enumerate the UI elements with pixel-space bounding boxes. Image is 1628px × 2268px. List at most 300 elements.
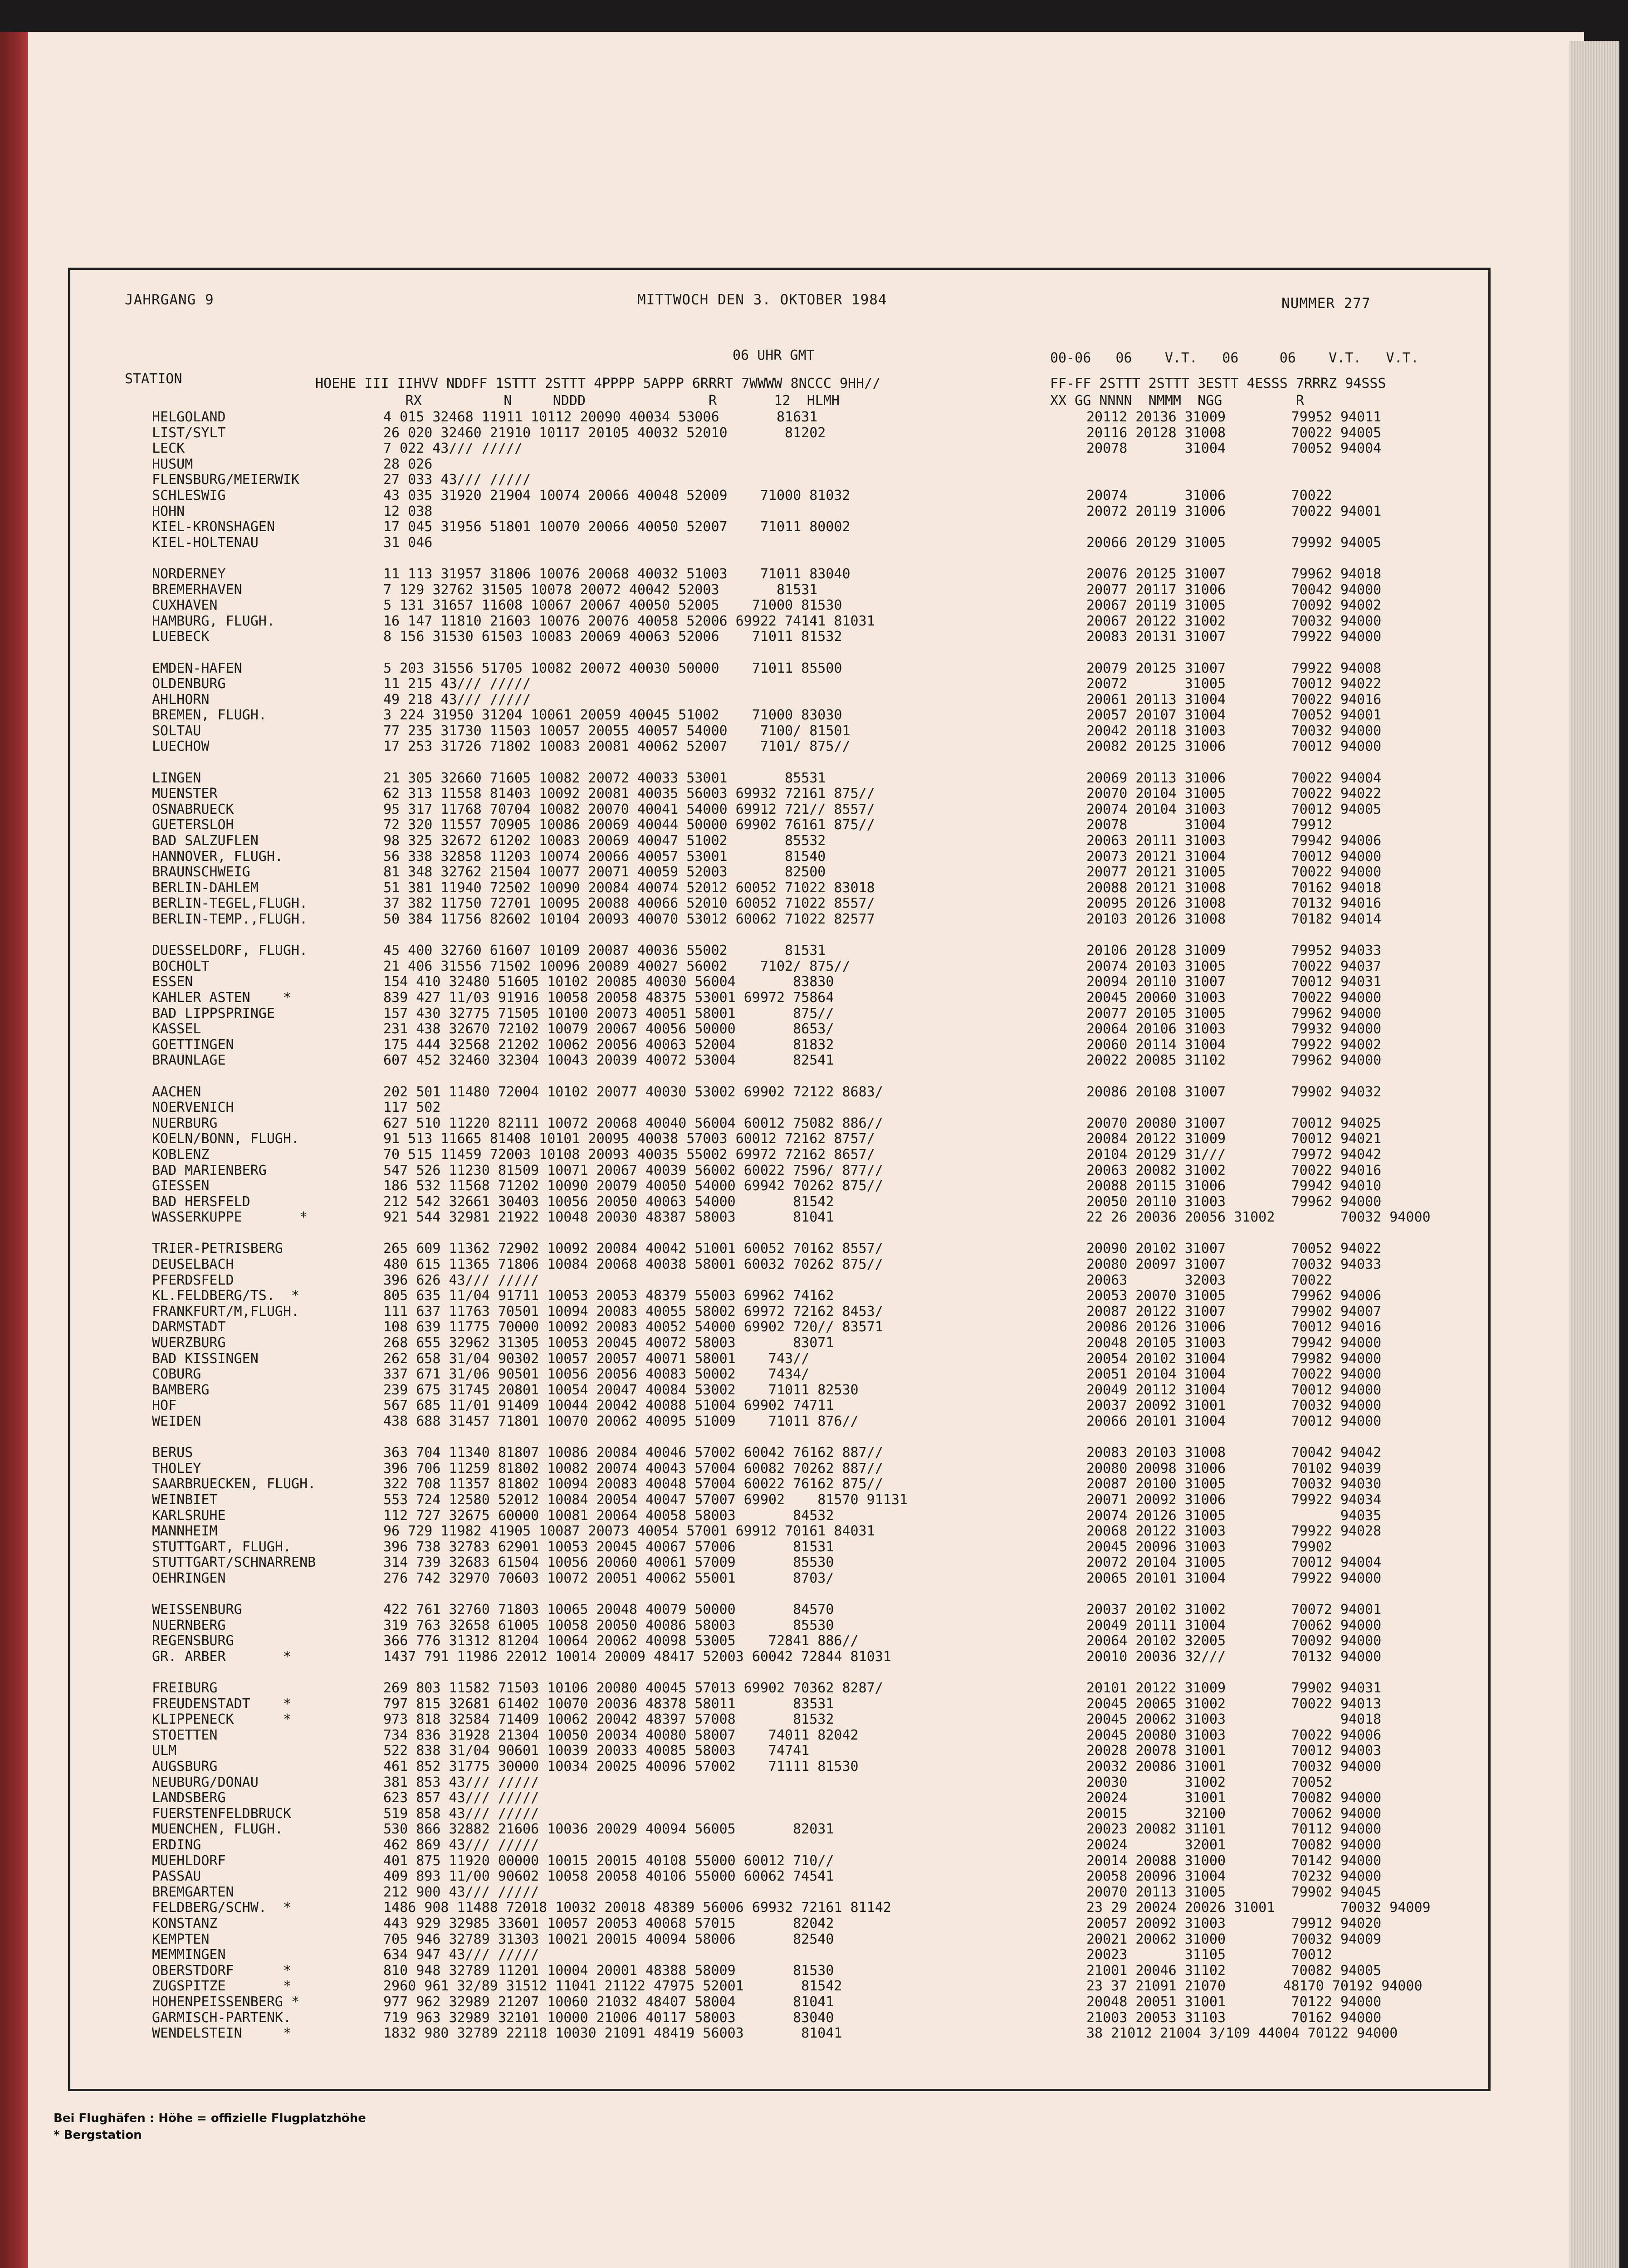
station-data: 839 427 11/03 91916 10058 20058 48375 53001 69972 75864 (383, 989, 834, 1006)
station-extra-data (1086, 1587, 1476, 1603)
station-extra-data: 20073 20121 31004 70012 94000 (1086, 848, 1382, 865)
station-data: 705 946 32789 31303 10021 20015 40094 58006 82540 (383, 1931, 834, 1947)
station-extra-data: 20048 20051 31001 70122 94000 (1086, 1994, 1382, 2010)
right-heading-line-1: FF-FF 2STTT 2STTT 3ESTT 4ESSS 7RRRZ 94SSS (1050, 376, 1386, 391)
station-extra-data: 20088 20115 31006 79942 94010 (1086, 1178, 1382, 1194)
station-data (383, 1430, 1177, 1446)
station-name: BOCHOLT (152, 958, 210, 974)
station-name: BAD HERSFELD (152, 1193, 250, 1210)
station-data: 212 900 43/// ///// (383, 1884, 539, 1900)
station-extra-data: 20050 20110 31003 79962 94000 (1086, 1193, 1382, 1210)
station-data: 49 218 43/// ///// (383, 691, 531, 708)
station-extra-data: 20074 20104 31003 70012 94005 (1086, 801, 1382, 817)
station-extra-data: 20015 32100 70062 94000 (1086, 1805, 1382, 1822)
station-extra-data (1086, 1226, 1476, 1242)
station-name: FELDBERG/SCHW. * (152, 1900, 292, 1916)
station-data: 443 929 32985 33601 10057 20053 40068 57015 82042 (383, 1916, 834, 1931)
station-extra-data (1086, 1069, 1476, 1085)
station-extra-data: 20024 31001 70082 94000 (1086, 1790, 1382, 1806)
station-extra-data: 20068 20122 31003 79922 94028 (1086, 1523, 1382, 1540)
station-data: 21 305 32660 71605 10082 20072 40033 53001 85531 (383, 770, 826, 786)
station-name: KL.FELDBERG/TS. * (152, 1288, 300, 1304)
station-extra-data: 20063 32003 70022 (1086, 1272, 1332, 1288)
station-data: 269 803 11582 71503 10106 20080 40045 57013 69902 70362 8287/ (383, 1680, 883, 1696)
station-data: 567 685 11/01 91409 10044 20042 40088 51004 69902 74711 (383, 1398, 834, 1414)
station-extra-data: 20070 20113 31005 79902 94045 (1086, 1884, 1382, 1900)
station-extra-data: 20079 20125 31007 79922 94008 (1086, 660, 1382, 676)
station-name: GOETTINGEN (152, 1036, 234, 1053)
station-extra-data: 20060 20114 31004 79922 94002 (1086, 1036, 1382, 1053)
station-extra-data: 20037 20102 31002 70072 94001 (1086, 1602, 1382, 1618)
footnote-mountain: * Bergstation (54, 2128, 142, 2142)
station-extra-data: 20069 20113 31006 70022 94004 (1086, 770, 1382, 786)
station-data: 12 038 (383, 503, 433, 519)
station-data: 16 147 11810 21603 10076 20076 40058 52006 69922 74141 81031 (383, 613, 875, 629)
station-name: AACHEN (152, 1084, 201, 1100)
station-name: FLENSBURG/MEIERWIK (152, 472, 300, 488)
station-data: 37 382 11750 72701 10095 20088 40066 52010 60052 71022 8557/ (383, 895, 875, 912)
station-data (383, 755, 1177, 771)
station-name: OSNABRUECK (152, 801, 234, 817)
station-data: 51 381 11940 72502 10090 20084 40074 52012 60052 71022 83018 (383, 880, 875, 896)
station-data: 4 015 32468 11911 10112 20090 40034 53006 81631 (383, 409, 818, 425)
station-extra-data: 20077 20117 31006 70042 94000 (1086, 582, 1382, 598)
station-extra-data: 20072 20119 31006 70022 94001 (1086, 503, 1382, 519)
station-data: 175 444 32568 21202 10062 20056 40063 52004 81832 (383, 1036, 834, 1053)
station-data: 276 742 32970 70603 10072 20051 40062 55001 8703/ (383, 1570, 834, 1586)
station-data: 77 235 31730 11503 10057 20055 40057 54000 7100/ 81501 (383, 723, 851, 739)
right-heading-line-2: XX GG NNNN NMMM NGG R (1050, 393, 1304, 409)
station-extra-data: 20074 20126 31005 94035 (1086, 1507, 1382, 1524)
station-extra-data: 20066 20129 31005 79992 94005 (1086, 534, 1382, 551)
station-name: WEINBIET (152, 1491, 218, 1508)
station-data: 11 113 31957 31806 10076 20068 40032 51003 71011 83040 (383, 566, 851, 582)
station-extra-data: 20021 20062 31000 70032 94009 (1086, 1931, 1382, 1947)
station-extra-data: 20071 20092 31006 79922 94034 (1086, 1491, 1382, 1508)
station-data: 17 253 31726 71802 10083 20081 40062 52007 7101/ 875// (383, 738, 851, 755)
station-extra-data: 20049 20112 31004 70012 94000 (1086, 1382, 1382, 1398)
station-extra-data: 20067 20122 31002 70032 94000 (1086, 613, 1382, 629)
station-extra-data: 20051 20104 31004 70022 94000 (1086, 1366, 1382, 1383)
station-data: 422 761 32760 71803 10065 20048 40079 50000 84570 (383, 1602, 834, 1618)
station-extra-data: 20023 20082 31101 70112 94000 (1086, 1821, 1382, 1838)
station-name: EMDEN-HAFEN (152, 660, 242, 676)
station-data: 607 452 32460 32304 10043 20039 40072 53004 82541 (383, 1052, 834, 1069)
station-name: BREMEN, FLUGH. (152, 707, 267, 723)
column-heading-line-2: RX N NDDD R 12 HLMH (315, 393, 840, 409)
extra-data-column (1086, 410, 1476, 2042)
station-extra-data (1086, 1100, 1476, 1116)
station-name: PASSAU (152, 1868, 201, 1885)
station-data: 810 948 32789 11201 10004 20001 48388 58009 81530 (383, 1962, 834, 1979)
station-data: 530 866 32882 21606 10036 20029 40094 56005 82031 (383, 1821, 834, 1838)
station-extra-data: 20106 20128 31009 79952 94033 (1086, 943, 1382, 959)
issue-date: MITTWOCH DEN 3. OKTOBER 1984 (637, 292, 887, 308)
station-name: LANDSBERG (152, 1790, 226, 1806)
station-extra-data: 20049 20111 31004 70062 94000 (1086, 1617, 1382, 1633)
book-binding (0, 32, 28, 2268)
time-subheading: 00-06 06 V.T. 06 06 V.T. V.T. (1050, 350, 1419, 366)
station-data: 314 739 32683 61504 10056 20060 40061 57009 85530 (383, 1554, 834, 1571)
station-extra-data: 22 26 20036 20056 31002 70032 94000 (1086, 1209, 1431, 1226)
station-data: 50 384 11756 82602 10104 20093 40070 53012 60062 71022 82577 (383, 911, 875, 927)
station-data: 973 818 32584 71409 10062 20042 48397 57008 81532 (383, 1711, 834, 1728)
station-data: 462 869 43/// ///// (383, 1837, 539, 1853)
station-name: KOBLENZ (152, 1146, 210, 1163)
station-data: 805 635 11/04 91711 10053 20053 48379 55003 69962 74162 (383, 1288, 834, 1304)
station-extra-data: 20116 20128 31008 70022 94005 (1086, 425, 1382, 441)
station-extra-data: 20095 20126 31008 70132 94016 (1086, 895, 1382, 912)
station-name: PFERDSFELD (152, 1272, 234, 1288)
station-name: ULM (152, 1743, 177, 1759)
station-name: NUERNBERG (152, 1617, 226, 1633)
station-data: 322 708 11357 81802 10094 20083 40048 57004 60022 76162 875// (383, 1476, 883, 1492)
station-data: 547 526 11230 81509 10071 20067 40039 56002 60022 7596/ 877// (383, 1162, 883, 1178)
station-extra-data (1086, 1665, 1476, 1681)
station-name: BAD KISSINGEN (152, 1350, 259, 1367)
station-data: 154 410 32480 51605 10102 20085 40030 56004 83830 (383, 974, 834, 990)
station-name: GUETERSLOH (152, 817, 234, 833)
issue-number: NUMMER 277 (1281, 295, 1371, 312)
station-data: 5 131 31657 11608 10067 20067 40050 52005 71000 81530 (383, 597, 842, 614)
station-name: FREIBURG (152, 1680, 218, 1696)
station-extra-data: 20061 20113 31004 70022 94016 (1086, 691, 1382, 708)
station-data: 31 046 (383, 534, 433, 551)
station-extra-data: 20078 31004 79912 (1086, 817, 1332, 833)
station-data: 409 893 11/00 90602 10058 20058 40106 55000 60062 74541 (383, 1868, 834, 1885)
station-extra-data: 20064 20106 31003 79932 94000 (1086, 1021, 1382, 1037)
station-extra-data (1086, 1430, 1476, 1446)
station-data: 231 438 32670 72102 10079 20067 40056 50000 8653/ (383, 1021, 834, 1037)
station-extra-data: 20072 31005 70012 94022 (1086, 676, 1382, 692)
station-extra-data: 20072 20104 31005 70012 94004 (1086, 1554, 1382, 1571)
station-name: BREMERHAVEN (152, 582, 242, 598)
station-extra-data: 20086 20108 31007 79902 94032 (1086, 1084, 1382, 1100)
station-data: 519 858 43/// ///// (383, 1805, 539, 1822)
station-name: WUERZBURG (152, 1335, 226, 1351)
station-data: 5 203 31556 51705 10082 20072 40030 50000 71011 85500 (383, 660, 842, 676)
station-data: 157 430 32775 71505 10100 20073 40051 58001 875// (383, 1005, 834, 1022)
station-name: MEMMINGEN (152, 1947, 226, 1963)
station-name: HAMBURG, FLUGH. (152, 613, 275, 629)
station-name: HOHENPEISSENBERG * (152, 1994, 300, 2010)
station-heading: STATION (125, 371, 182, 387)
station-name: COBURG (152, 1366, 201, 1383)
station-extra-data: 20042 20118 31003 70032 94000 (1086, 723, 1382, 739)
station-data: 186 532 11568 71202 10090 20079 40050 54000 69942 70262 875// (383, 1178, 883, 1194)
station-extra-data: 20028 20078 31001 70012 94003 (1086, 1743, 1382, 1759)
station-data: 96 729 11982 41905 10087 20073 40054 57001 69912 70161 84031 (383, 1523, 875, 1540)
station-name: BERLIN-DAHLEM (152, 880, 259, 896)
station-data: 1832 980 32789 22118 10030 21091 48419 56003 81041 (383, 2025, 842, 2042)
station-extra-data: 20045 20096 31003 79902 (1086, 1539, 1332, 1555)
station-extra-data: 21003 20053 31103 70162 94000 (1086, 2009, 1382, 2026)
station-data (383, 645, 1177, 661)
station-data: 7 129 32762 31505 10078 20072 40042 52003 81531 (383, 582, 818, 598)
station-name: ERDING (152, 1837, 201, 1853)
station-name: HOHN (152, 503, 185, 519)
station-extra-data: 20065 20101 31004 79922 94000 (1086, 1570, 1382, 1586)
station-data (383, 1069, 1177, 1085)
station-data: 734 836 31928 21304 10050 20034 40080 58007 74011 82042 (383, 1727, 859, 1743)
station-data: 319 763 32658 61005 10058 20050 40086 58003 85530 (383, 1617, 834, 1633)
station-name: SAARBRUECKEN, FLUGH. (152, 1476, 316, 1492)
station-data: 623 857 43/// ///// (383, 1790, 539, 1806)
station-name: LECK (152, 440, 185, 457)
station-name: KONSTANZ (152, 1916, 218, 1931)
station-data: 396 706 11259 81802 10082 20074 40043 57004 60082 70262 887// (383, 1460, 883, 1476)
station-name: BRAUNSCHWEIG (152, 864, 250, 880)
station-name: LINGEN (152, 770, 201, 786)
station-data: 7 022 43/// ///// (383, 440, 523, 457)
station-data: 117 502 (383, 1100, 441, 1116)
station-extra-data: 20104 20129 31/// 79972 94042 (1086, 1146, 1382, 1163)
station-extra-data: 20032 20086 31001 70032 94000 (1086, 1759, 1382, 1775)
station-name: MUENCHEN, FLUGH. (152, 1821, 283, 1838)
station-extra-data (1086, 472, 1476, 488)
station-extra-data: 20057 20092 31003 79912 94020 (1086, 1916, 1382, 1931)
station-extra-data: 20064 20102 32005 70092 94000 (1086, 1633, 1382, 1649)
station-extra-data: 20103 20126 31008 70182 94014 (1086, 911, 1382, 927)
station-extra-data: 20022 20085 31102 79962 94000 (1086, 1052, 1382, 1069)
station-extra-data: 20076 20125 31007 79962 94018 (1086, 566, 1382, 582)
station-data: 72 320 11557 70905 10086 20069 40044 50000 69902 76161 875// (383, 817, 875, 833)
station-data: 522 838 31/04 90601 10039 20033 40085 58003 74741 (383, 1743, 810, 1759)
station-data: 62 313 11558 81403 10092 20081 40035 56003 69932 72161 875// (383, 786, 875, 802)
station-extra-data: 20063 20111 31003 79942 94006 (1086, 833, 1382, 849)
station-extra-data: 20053 20070 31005 79962 94006 (1086, 1288, 1382, 1304)
station-data: 1437 791 11986 22012 10014 20009 48417 52003 60042 72844 81031 (383, 1648, 891, 1665)
station-extra-data: 20083 20131 31007 79922 94000 (1086, 629, 1382, 645)
station-data: 719 963 32989 32101 10000 21006 40117 58003 83040 (383, 2009, 834, 2026)
station-extra-data: 21001 20046 31102 70082 94005 (1086, 1962, 1382, 1979)
station-name: BAD MARIENBERG (152, 1162, 267, 1178)
station-name: BAD LIPPSPRINGE (152, 1005, 275, 1022)
station-extra-data: 20057 20107 31004 70052 94001 (1086, 707, 1382, 723)
station-extra-data: 20087 20100 31005 70032 94030 (1086, 1476, 1382, 1492)
station-data: 438 688 31457 71801 10070 20062 40095 51009 71011 876// (383, 1413, 859, 1429)
station-extra-data: 20045 20060 31003 70022 94000 (1086, 989, 1382, 1006)
station-extra-data: 20045 20080 31003 70022 94006 (1086, 1727, 1382, 1743)
station-name: LIST/SYLT (152, 425, 226, 441)
station-extra-data: 20045 20062 31003 94018 (1086, 1711, 1382, 1728)
station-data: 8 156 31530 61503 10083 20069 40063 52006 71011 81532 (383, 629, 842, 645)
station-extra-data: 20023 31105 70012 (1086, 1947, 1332, 1963)
station-data: 111 637 11763 70501 10094 20083 40055 58002 69972 72162 8453/ (383, 1303, 883, 1320)
station-name: MUEHLDORF (152, 1853, 226, 1869)
station-name: KOELN/BONN, FLUGH. (152, 1131, 300, 1147)
station-extra-data: 23 37 21091 21070 48170 70192 94000 (1086, 1978, 1423, 1994)
station-data: 98 325 32672 61202 10083 20069 40047 51002 85532 (383, 833, 826, 849)
station-name: BERLIN-TEGEL,FLUGH. (152, 895, 308, 912)
station-extra-data: 20063 20082 31002 70022 94016 (1086, 1162, 1382, 1178)
station-name: DARMSTADT (152, 1319, 226, 1335)
station-name: BERLIN-TEMP.,FLUGH. (152, 911, 308, 927)
station-data: 553 724 12580 52012 10084 20054 40047 57007 69902 81570 91131 (383, 1491, 908, 1508)
station-name: OEHRINGEN (152, 1570, 226, 1586)
station-name: HUSUM (152, 456, 193, 472)
station-data: 265 609 11362 72902 10092 20084 40042 51001 60052 70162 8557/ (383, 1241, 883, 1257)
station-name: WENDELSTEIN * (152, 2025, 292, 2042)
station-data: 45 400 32760 61607 10109 20087 40036 55002 81531 (383, 943, 826, 959)
station-name: SCHLESWIG (152, 487, 226, 503)
station-name: NEUBURG/DONAU (152, 1774, 259, 1790)
station-data: 627 510 11220 82111 10072 20068 40040 56004 60012 75082 886// (383, 1115, 883, 1131)
station-extra-data (1086, 755, 1476, 771)
station-name: SOLTAU (152, 723, 201, 739)
station-name: WEIDEN (152, 1413, 201, 1429)
station-data: 202 501 11480 72004 10102 20077 40030 53002 69902 72122 8683/ (383, 1084, 883, 1100)
station-data: 396 738 32783 62901 10053 20045 40067 57006 81531 (383, 1539, 834, 1555)
station-name: ZUGSPITZE * (152, 1978, 292, 1994)
station-name: CUXHAVEN (152, 597, 218, 614)
station-extra-data (1086, 457, 1476, 473)
station-name: OBERSTDORF * (152, 1962, 292, 1979)
station-name: KAHLER ASTEN * (152, 989, 292, 1006)
station-name: KIEL-HOLTENAU (152, 534, 259, 551)
station-extra-data: 20010 20036 32/// 70132 94000 (1086, 1648, 1382, 1665)
station-name: KIEL-KRONSHAGEN (152, 519, 275, 535)
station-extra-data: 23 29 20024 20026 31001 70032 94009 (1086, 1900, 1431, 1916)
station-name: NORDERNEY (152, 566, 226, 582)
station-data: 112 727 32675 60000 10081 20064 40058 58003 84532 (383, 1507, 834, 1524)
station-extra-data: 20082 20125 31006 70012 94000 (1086, 738, 1382, 755)
station-data: 366 776 31312 81204 10064 20062 40098 53005 72841 886// (383, 1633, 859, 1649)
station-name: DUESSELDORF, FLUGH. (152, 943, 308, 959)
station-data (383, 1587, 1177, 1603)
station-name: STOETTEN (152, 1727, 218, 1743)
station-data: 108 639 11775 70000 10092 20083 40052 54000 69902 720// 83571 (383, 1319, 883, 1335)
station-extra-data: 20024 32001 70082 94000 (1086, 1837, 1382, 1853)
station-extra-data: 20070 20080 31007 70012 94025 (1086, 1115, 1382, 1131)
station-data: 21 406 31556 71502 10096 20089 40027 56002 7102/ 875// (383, 958, 851, 974)
station-data (383, 928, 1177, 943)
station-name: GIESSEN (152, 1178, 210, 1194)
station-data: 401 875 11920 00000 10015 20015 40108 55000 60012 710// (383, 1853, 834, 1869)
station-data: 239 675 31745 20801 10054 20047 40084 53002 71011 82530 (383, 1382, 859, 1398)
station-data: 27 033 43/// ///// (383, 472, 531, 488)
station-data: 95 317 11768 70704 10082 20070 40041 54000 69912 721// 8557/ (383, 801, 875, 817)
station-name: REGENSBURG (152, 1633, 234, 1649)
time-heading: 06 UHR GMT (733, 347, 815, 363)
station-name: ESSEN (152, 974, 193, 990)
station-data: 81 348 32762 21504 10077 20071 40059 52003 82500 (383, 864, 826, 880)
station-name: BERUS (152, 1445, 193, 1461)
station-extra-data: 20078 31004 70052 94004 (1086, 440, 1382, 457)
station-name: GARMISCH-PARTENK. (152, 2009, 292, 2026)
station-extra-data: 20066 20101 31004 70012 94000 (1086, 1413, 1382, 1429)
station-data (383, 551, 1177, 567)
station-data: 363 704 11340 81807 10086 20084 40046 57002 60042 76162 887// (383, 1445, 883, 1461)
station-name: BAMBERG (152, 1382, 210, 1398)
station-extra-data (1086, 645, 1476, 661)
station-data (383, 1226, 1177, 1242)
station-extra-data: 20080 20098 31006 70102 94039 (1086, 1460, 1382, 1476)
station-data: 3 224 31950 31204 10061 20059 40045 51002 71000 83030 (383, 707, 842, 723)
station-data: 337 671 31/06 90501 10056 20056 40083 50002 7434/ (383, 1366, 810, 1383)
station-extra-data: 20077 20121 31005 70022 94000 (1086, 864, 1382, 880)
station-extra-data: 20070 20104 31005 70022 94022 (1086, 786, 1382, 802)
station-data: 634 947 43/// ///// (383, 1947, 539, 1963)
station-extra-data: 20074 31006 70022 (1086, 487, 1332, 503)
station-name: NOERVENICH (152, 1100, 234, 1116)
station-name: NUERBURG (152, 1115, 218, 1131)
station-data: 2960 961 32/89 31512 11041 21122 47975 52001 81542 (383, 1978, 842, 1994)
column-heading-line-1: HOEHE III IIHVV NDDFF 1STTT 2STTT 4PPPP 5APPP 6RRRT 7WWWW 8NCCC 9HH// (315, 376, 881, 391)
station-data: 1486 908 11488 72018 10032 20018 48389 56006 69932 72161 81142 (383, 1900, 891, 1916)
station-name: WASSERKUPPE * (152, 1209, 308, 1226)
station-data: 11 215 43/// ///// (383, 676, 531, 692)
report-sheet (68, 268, 1491, 2091)
station-name: KASSEL (152, 1021, 201, 1037)
issue-year: JAHRGANG 9 (125, 292, 214, 308)
station-data: 461 852 31775 30000 10034 20025 40096 57002 71111 81530 (383, 1759, 859, 1775)
station-name: AUGSBURG (152, 1759, 218, 1775)
station-data: 70 515 11459 72003 10108 20093 40035 55002 69972 72162 8657/ (383, 1146, 875, 1163)
station-extra-data: 20088 20121 31008 70162 94018 (1086, 880, 1382, 896)
station-data: 396 626 43/// ///// (383, 1272, 539, 1288)
station-name: KLIPPENECK * (152, 1711, 292, 1728)
station-name: HANNOVER, FLUGH. (152, 848, 283, 865)
station-data: 56 338 32858 11203 10074 20066 40057 53001 81540 (383, 848, 826, 865)
station-name: LUEBECK (152, 629, 210, 645)
synop-data-column (383, 410, 1177, 2042)
station-extra-data: 20084 20122 31009 70012 94021 (1086, 1131, 1382, 1147)
station-extra-data: 20045 20065 31002 70022 94013 (1086, 1696, 1382, 1712)
station-extra-data: 38 21012 21004 3/109 44004 70122 94000 (1086, 2025, 1398, 2042)
station-extra-data: 20014 20088 31000 70142 94000 (1086, 1853, 1382, 1869)
station-extra-data: 20087 20122 31007 79902 94007 (1086, 1303, 1382, 1320)
station-extra-data: 20090 20102 31007 70052 94022 (1086, 1241, 1382, 1257)
station-data: 262 658 31/04 90302 10057 20057 40071 58001 743// (383, 1350, 810, 1367)
station-name: HOF (152, 1398, 177, 1414)
station-extra-data: 20086 20126 31006 70012 94016 (1086, 1319, 1382, 1335)
station-data: 977 962 32989 21207 10060 21032 48407 58004 81041 (383, 1994, 834, 2010)
station-extra-data: 20112 20136 31009 79952 94011 (1086, 409, 1382, 425)
station-extra-data: 20083 20103 31008 70042 94042 (1086, 1445, 1382, 1461)
station-name: THOLEY (152, 1460, 201, 1476)
station-name: MANNHEIM (152, 1523, 218, 1540)
station-name: BAD SALZUFLEN (152, 833, 259, 849)
station-name: DEUSELBACH (152, 1256, 234, 1273)
station-data: 381 853 43/// ///// (383, 1774, 539, 1790)
station-name: GR. ARBER * (152, 1648, 292, 1665)
station-data: 26 020 32460 21910 10117 20105 40032 52010 81202 (383, 425, 826, 441)
station-extra-data: 20074 20103 31005 70022 94037 (1086, 958, 1382, 974)
station-name: AHLHORN (152, 691, 210, 708)
station-extra-data (1086, 928, 1476, 943)
station-data (383, 1665, 1177, 1681)
station-name: FREUDENSTADT * (152, 1696, 292, 1712)
station-data: 91 513 11665 81408 10101 20095 40038 57003 60012 72162 8757/ (383, 1131, 875, 1147)
station-name: KEMPTEN (152, 1931, 210, 1947)
station-extra-data: 20030 31002 70052 (1086, 1774, 1332, 1790)
station-name: BREMGARTEN (152, 1884, 234, 1900)
station-name: FUERSTENFELDBRUCK (152, 1805, 292, 1822)
station-extra-data (1086, 519, 1476, 535)
station-extra-data: 20048 20105 31003 79942 94000 (1086, 1335, 1382, 1351)
station-name: BRAUNLAGE (152, 1052, 226, 1069)
station-name: OLDENBURG (152, 676, 226, 692)
station-name: HELGOLAND (152, 409, 226, 425)
page-edges (1569, 41, 1619, 2268)
station-data: 212 542 32661 30403 10056 20050 40063 54000 81542 (383, 1193, 834, 1210)
station-name: WEISSENBURG (152, 1602, 242, 1618)
station-name: STUTTGART/SCHNARRENB (152, 1554, 316, 1571)
station-name: LUECHOW (152, 738, 210, 755)
station-name: STUTTGART, FLUGH. (152, 1539, 292, 1555)
station-data: 43 035 31920 21904 10074 20066 40048 52009 71000 81032 (383, 487, 851, 503)
